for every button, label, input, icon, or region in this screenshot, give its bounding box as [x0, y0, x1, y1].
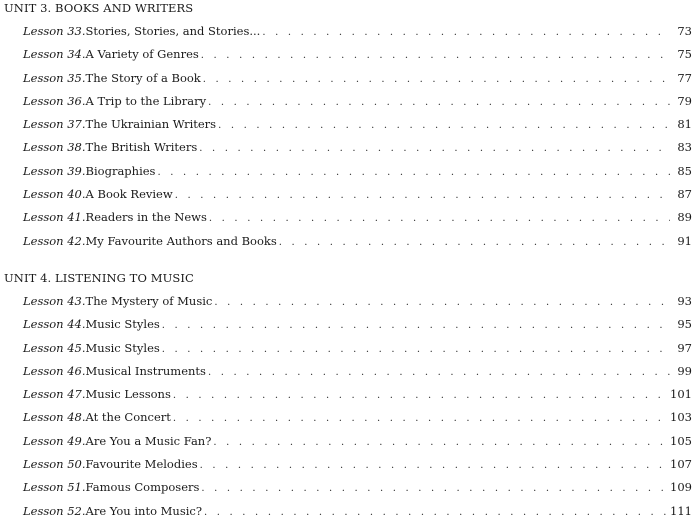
- list-item[interactable]: [4, 455, 694, 478]
- lesson-title: The Mystery of Music: [85, 294, 213, 308]
- dot-leader: [157, 164, 670, 182]
- lesson-title: A Trip to the Library: [85, 93, 207, 108]
- lesson-number: Lesson 35.: [23, 70, 86, 85]
- lesson-title: At the Concert: [85, 410, 171, 425]
- dot-leader: [203, 71, 670, 89]
- lesson-number: Lesson 38.: [23, 140, 86, 155]
- lesson-title: My Favourite Authors and Books: [85, 233, 277, 248]
- list-item[interactable]: [4, 315, 694, 338]
- list-item[interactable]: [4, 408, 694, 431]
- dot-leader: [208, 94, 670, 112]
- dot-leader: [162, 341, 670, 359]
- page-number: 107: [670, 457, 692, 472]
- unit-title: UNIT 3. BOOKS AND WRITERS: [4, 1, 194, 15]
- list-item[interactable]: [4, 138, 694, 161]
- lesson-title: The British Writers: [85, 140, 198, 155]
- list-item[interactable]: [4, 432, 694, 455]
- page-number: 85: [677, 163, 692, 178]
- dot-leader: [173, 387, 666, 405]
- dot-leader: [175, 187, 670, 205]
- dot-leader: [173, 410, 666, 428]
- page-number: 91: [677, 233, 692, 248]
- page-number: 75: [677, 47, 692, 62]
- lesson-number: Lesson 46.: [23, 363, 86, 378]
- lesson-title: A Variety of Genres: [85, 47, 199, 62]
- page-number: 83: [677, 140, 692, 155]
- list-item[interactable]: [4, 69, 694, 92]
- page-number: 77: [677, 70, 692, 85]
- lesson-title: The Ukrainian Writers: [85, 117, 217, 132]
- page-number: 87: [677, 187, 692, 202]
- lesson-title: Favourite Melodies: [85, 457, 198, 472]
- lesson-title: Are You a Music Fan?: [85, 433, 212, 448]
- page-number: 109: [670, 480, 692, 495]
- page-number: 73: [677, 24, 692, 38]
- dot-leader: [279, 234, 670, 252]
- page-number: 89: [677, 210, 692, 225]
- page-number: 111: [670, 503, 692, 518]
- list-item[interactable]: [4, 339, 694, 362]
- lesson-title: Music Lessons: [85, 387, 171, 402]
- dot-leader: [262, 24, 670, 42]
- page-number: 97: [677, 340, 692, 355]
- dot-leader: [201, 480, 666, 498]
- dot-leader: [199, 140, 670, 158]
- page-number: 101: [670, 387, 692, 402]
- list-item[interactable]: [4, 362, 694, 385]
- dot-leader: [200, 457, 666, 475]
- page-number: 103: [670, 410, 692, 425]
- lesson-number: Lesson 47.: [23, 387, 86, 402]
- lesson-number: Lesson 36.: [23, 93, 86, 108]
- lesson-title: Famous Composers: [85, 480, 200, 495]
- list-item[interactable]: [4, 502, 694, 525]
- list-item[interactable]: [4, 22, 694, 45]
- lesson-number: Lesson 51.: [23, 480, 86, 495]
- list-item[interactable]: [4, 185, 694, 208]
- page-number: 81: [677, 117, 692, 132]
- lesson-number: Lesson 42.: [23, 233, 86, 248]
- page-number: 93: [677, 294, 692, 308]
- lesson-title: Are You into Music?: [85, 503, 203, 518]
- lesson-title: The Story of a Book: [85, 70, 201, 85]
- list-item[interactable]: [4, 292, 694, 315]
- lesson-number: Lesson 52.: [23, 503, 86, 518]
- page-number: 105: [670, 433, 692, 448]
- lesson-number: Lesson 44.: [23, 317, 86, 332]
- lesson-title: A Book Review: [85, 187, 173, 202]
- dot-leader: [214, 294, 670, 312]
- lesson-title: Biographies: [85, 163, 156, 178]
- list-item[interactable]: [4, 162, 694, 185]
- lesson-number: Lesson 33.: [23, 24, 86, 38]
- dot-leader: [209, 210, 670, 228]
- lesson-title: Readers in the News: [85, 210, 207, 225]
- lesson-number: Lesson 43.: [23, 294, 86, 308]
- page-number: 95: [677, 317, 692, 332]
- lesson-title: Musical Instruments: [85, 363, 206, 378]
- lesson-number: Lesson 48.: [23, 410, 86, 425]
- lesson-title: Music Styles: [85, 340, 160, 355]
- list-item[interactable]: [4, 115, 694, 138]
- dot-leader: [208, 364, 670, 382]
- list-item[interactable]: [4, 208, 694, 231]
- lesson-number: Lesson 40.: [23, 187, 86, 202]
- dot-leader: [162, 317, 670, 335]
- lesson-number: Lesson 45.: [23, 340, 86, 355]
- list-item[interactable]: [4, 92, 694, 115]
- list-item[interactable]: [4, 232, 694, 255]
- list-item[interactable]: [4, 478, 694, 501]
- lesson-number: Lesson 49.: [23, 433, 86, 448]
- list-item[interactable]: [4, 385, 694, 408]
- dot-leader: [213, 434, 666, 452]
- lesson-number: Lesson 37.: [23, 117, 86, 132]
- lesson-number: Lesson 39.: [23, 163, 86, 178]
- page-number: 99: [677, 363, 692, 378]
- dot-leader: [204, 504, 666, 522]
- lesson-number: Lesson 50.: [23, 457, 86, 472]
- dot-leader: [218, 117, 670, 135]
- lesson-number: Lesson 34.: [23, 47, 86, 62]
- lesson-title: Music Styles: [85, 317, 160, 332]
- lesson-list: [4, 292, 694, 525]
- unit-title: UNIT 4. LISTENING TO MUSIC: [4, 271, 194, 285]
- dot-leader: [201, 47, 670, 65]
- lesson-list: [4, 22, 694, 255]
- unit-4-section: [4, 270, 694, 525]
- lesson-title: Stories, Stories, and Stories...: [85, 24, 261, 38]
- lesson-number: Lesson 41.: [23, 210, 86, 225]
- list-item[interactable]: [4, 45, 694, 68]
- page-number: 79: [677, 93, 692, 108]
- unit-3-section: [4, 0, 694, 255]
